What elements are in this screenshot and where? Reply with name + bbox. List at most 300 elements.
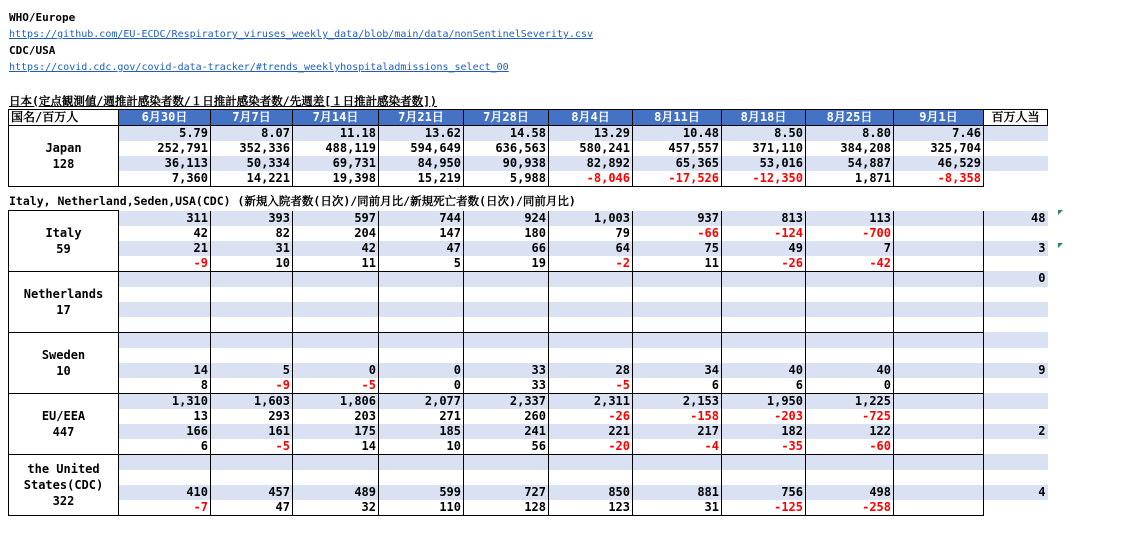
value-cell: 241: [464, 424, 549, 439]
value-cell: -7: [119, 500, 211, 516]
japan-table: [8, 109, 1048, 187]
value-cell: [119, 302, 211, 317]
per-million-cell: [984, 332, 1048, 348]
table-row: [9, 363, 1048, 378]
value-cell: -8,046: [549, 171, 633, 187]
value-cell: 69,731: [293, 156, 379, 171]
value-cell: 5,988: [464, 171, 549, 187]
value-cell: [806, 302, 894, 317]
header-row: [9, 110, 1048, 126]
per-million-cell: [984, 454, 1048, 470]
value-cell: [894, 439, 984, 455]
country-population: 10: [56, 363, 71, 378]
value-cell: 8.50: [722, 126, 806, 142]
value-cell: [379, 332, 464, 348]
value-cell: 56: [464, 439, 549, 455]
value-cell: [633, 302, 722, 317]
value-cell: 110: [379, 500, 464, 516]
per-million-cell: [984, 500, 1048, 516]
value-cell: 19: [464, 256, 549, 272]
value-cell: [894, 226, 984, 241]
country-name-cell: [9, 454, 119, 515]
per-million-cell: [984, 393, 1048, 409]
value-cell: 204: [293, 226, 379, 241]
value-cell: 371,110: [722, 141, 806, 156]
value-cell: [549, 302, 633, 317]
value-cell: 166: [119, 424, 211, 439]
value-cell: 50,334: [211, 156, 293, 171]
value-cell: [211, 454, 293, 470]
country-population: 59: [56, 241, 71, 256]
value-cell: 8: [119, 378, 211, 394]
value-cell: 11: [293, 256, 379, 272]
value-cell: 1,806: [293, 393, 379, 409]
value-cell: [894, 470, 984, 485]
value-cell: 34: [633, 363, 722, 378]
value-cell: 2,311: [549, 393, 633, 409]
country-name-cell: [9, 126, 119, 187]
value-cell: 15,219: [379, 171, 464, 187]
value-cell: 122: [806, 424, 894, 439]
table-row: [9, 302, 1048, 317]
value-cell: [293, 348, 379, 363]
value-cell: [722, 470, 806, 485]
country-name: Sweden: [41, 347, 86, 362]
value-cell: 175: [293, 424, 379, 439]
value-cell: 727: [464, 485, 549, 500]
value-cell: [211, 287, 293, 302]
date-header: 6月30日: [119, 110, 211, 126]
value-cell: 252,791: [119, 141, 211, 156]
value-cell: [379, 317, 464, 333]
value-cell: 260: [464, 409, 549, 424]
value-cell: -124: [722, 226, 806, 241]
value-cell: 42: [119, 226, 211, 241]
value-cell: [211, 302, 293, 317]
per-million-cell: 0: [984, 271, 1048, 287]
value-cell: -158: [633, 409, 722, 424]
value-cell: [894, 485, 984, 500]
value-cell: [293, 317, 379, 333]
value-cell: 33: [464, 378, 549, 394]
value-cell: 6: [119, 439, 211, 455]
value-cell: [211, 271, 293, 287]
date-header: 9月1日: [894, 110, 984, 126]
value-cell: [806, 317, 894, 333]
comment-marker-icon: [1058, 243, 1063, 248]
value-cell: [549, 271, 633, 287]
value-cell: 13: [119, 409, 211, 424]
value-cell: -9: [211, 378, 293, 394]
value-cell: 2,153: [633, 393, 722, 409]
value-cell: 53,016: [722, 156, 806, 171]
value-cell: [549, 454, 633, 470]
value-cell: 457,557: [633, 141, 722, 156]
value-cell: 924: [464, 211, 549, 226]
value-cell: [806, 332, 894, 348]
value-cell: -9: [119, 256, 211, 272]
value-cell: 5.79: [119, 126, 211, 142]
value-cell: -203: [722, 409, 806, 424]
value-cell: -12,350: [722, 171, 806, 187]
value-cell: 11.18: [293, 126, 379, 142]
value-cell: 64: [549, 241, 633, 256]
table-row: [9, 156, 1048, 171]
value-cell: 756: [722, 485, 806, 500]
table-row: [9, 171, 1048, 187]
value-cell: 7.46: [894, 126, 984, 142]
value-cell: -66: [633, 226, 722, 241]
value-cell: [894, 454, 984, 470]
date-header: 8月25日: [806, 110, 894, 126]
value-cell: [806, 348, 894, 363]
value-cell: 28: [549, 363, 633, 378]
value-cell: -5: [293, 378, 379, 394]
value-cell: [894, 211, 984, 226]
per-million-cell: 4: [984, 485, 1048, 500]
value-cell: 850: [549, 485, 633, 500]
value-cell: [549, 470, 633, 485]
per-million-cell: [984, 156, 1048, 171]
value-cell: 636,563: [464, 141, 549, 156]
who-europe-label: WHO/Europe: [9, 11, 76, 24]
value-cell: [293, 454, 379, 470]
value-cell: [722, 302, 806, 317]
value-cell: 7,360: [119, 171, 211, 187]
value-cell: 1,871: [806, 171, 894, 187]
value-cell: [549, 287, 633, 302]
value-cell: 10.48: [633, 126, 722, 142]
table-row: [9, 241, 1048, 256]
date-header: 7月7日: [211, 110, 293, 126]
per-million-cell: 48: [984, 211, 1048, 226]
value-cell: 311: [119, 211, 211, 226]
country-population: 17: [56, 302, 71, 317]
value-cell: -2: [549, 256, 633, 272]
value-cell: 79: [549, 226, 633, 241]
country-name-cell: [9, 211, 119, 272]
country-name-cell: [9, 393, 119, 454]
table-row: [9, 317, 1048, 333]
value-cell: 1,310: [119, 393, 211, 409]
value-cell: 498: [806, 485, 894, 500]
value-cell: 7: [806, 241, 894, 256]
value-cell: 937: [633, 211, 722, 226]
value-cell: 14: [119, 363, 211, 378]
value-cell: -26: [549, 409, 633, 424]
who-europe-link[interactable]: https://github.com/EU-ECDC/Respiratory_viruses_weekly_data/blob/main/data/nonSentinelSeverity.csv: [9, 29, 593, 40]
value-cell: 82: [211, 226, 293, 241]
comment-marker-icon: [1058, 210, 1063, 215]
date-header: 7月21日: [379, 110, 464, 126]
value-cell: 185: [379, 424, 464, 439]
value-cell: 19,398: [293, 171, 379, 187]
value-cell: 203: [293, 409, 379, 424]
table-row: [9, 424, 1048, 439]
value-cell: 32: [293, 500, 379, 516]
value-cell: [894, 256, 984, 272]
value-cell: [722, 287, 806, 302]
per-million-header: 百万人当: [984, 110, 1048, 126]
value-cell: [211, 317, 293, 333]
country-header: 国名/百万人: [9, 110, 119, 126]
value-cell: 813: [722, 211, 806, 226]
value-cell: 31: [211, 241, 293, 256]
value-cell: [633, 454, 722, 470]
value-cell: 14.58: [464, 126, 549, 142]
per-million-cell: [984, 287, 1048, 302]
value-cell: [722, 271, 806, 287]
per-million-cell: [984, 171, 1048, 187]
country-name: EU/EEA: [41, 408, 86, 423]
value-cell: 744: [379, 211, 464, 226]
table-row: [9, 470, 1048, 485]
value-cell: [464, 317, 549, 333]
value-cell: 123: [549, 500, 633, 516]
value-cell: [549, 317, 633, 333]
country-name: Italy: [45, 225, 82, 240]
value-cell: 13.62: [379, 126, 464, 142]
country-population: 447: [52, 424, 75, 439]
value-cell: 881: [633, 485, 722, 500]
value-cell: -26: [722, 256, 806, 272]
value-cell: [894, 393, 984, 409]
value-cell: [119, 287, 211, 302]
country-name: Japan: [45, 141, 82, 155]
value-cell: 0: [806, 378, 894, 394]
value-cell: [211, 348, 293, 363]
per-million-cell: [984, 470, 1048, 485]
table-row: [9, 271, 1048, 287]
table-row: [9, 287, 1048, 302]
value-cell: [293, 302, 379, 317]
value-cell: -60: [806, 439, 894, 455]
value-cell: 75: [633, 241, 722, 256]
table-row: [9, 485, 1048, 500]
value-cell: 47: [379, 241, 464, 256]
value-cell: [549, 348, 633, 363]
value-cell: 82,892: [549, 156, 633, 171]
value-cell: [722, 317, 806, 333]
value-cell: 128: [464, 500, 549, 516]
value-cell: 10: [379, 439, 464, 455]
value-cell: 147: [379, 226, 464, 241]
value-cell: 33: [464, 363, 549, 378]
value-cell: 14,221: [211, 171, 293, 187]
value-cell: [119, 271, 211, 287]
per-million-cell: [984, 302, 1048, 317]
value-cell: [894, 500, 984, 516]
value-cell: 488,119: [293, 141, 379, 156]
value-cell: 54,887: [806, 156, 894, 171]
value-cell: 21: [119, 241, 211, 256]
per-million-cell: 9: [984, 363, 1048, 378]
value-cell: [894, 332, 984, 348]
value-cell: 457: [211, 485, 293, 500]
per-million-cell: 2: [984, 424, 1048, 439]
value-cell: 40: [722, 363, 806, 378]
date-header: 8月11日: [633, 110, 722, 126]
value-cell: [894, 378, 984, 394]
cdc-usa-link[interactable]: https://covid.cdc.gov/covid-data-tracker/#trends_weeklyhospitaladmissions_select_00: [9, 62, 509, 73]
table-row: [9, 141, 1048, 156]
table-row: [9, 256, 1048, 272]
value-cell: [633, 271, 722, 287]
value-cell: [894, 302, 984, 317]
value-cell: 8.80: [806, 126, 894, 142]
value-cell: 36,113: [119, 156, 211, 171]
table-row: [9, 211, 1048, 226]
value-cell: 599: [379, 485, 464, 500]
value-cell: -8,358: [894, 171, 984, 187]
value-cell: [211, 470, 293, 485]
country-population: 128: [52, 157, 75, 171]
value-cell: 5: [379, 256, 464, 272]
country-name: the United States(CDC): [23, 461, 104, 492]
value-cell: [119, 454, 211, 470]
value-cell: [806, 271, 894, 287]
value-cell: [806, 470, 894, 485]
country-name-cell: [9, 271, 119, 332]
value-cell: -5: [211, 439, 293, 455]
value-cell: 8.07: [211, 126, 293, 142]
date-header: 7月14日: [293, 110, 379, 126]
value-cell: 6: [633, 378, 722, 394]
value-cell: [379, 271, 464, 287]
table-row: [9, 393, 1048, 409]
value-cell: [379, 287, 464, 302]
value-cell: 161: [211, 424, 293, 439]
value-cell: [119, 470, 211, 485]
value-cell: 0: [379, 378, 464, 394]
value-cell: -725: [806, 409, 894, 424]
value-cell: -42: [806, 256, 894, 272]
per-million-cell: [984, 226, 1048, 241]
value-cell: 410: [119, 485, 211, 500]
value-cell: 271: [379, 409, 464, 424]
value-cell: 13.29: [549, 126, 633, 142]
value-cell: 0: [293, 363, 379, 378]
value-cell: [806, 287, 894, 302]
value-cell: 217: [633, 424, 722, 439]
value-cell: -125: [722, 500, 806, 516]
international-section-title: Italy, Netherland,Seden,USA(CDC) (新規入院者数(日次)/同前月比/新規死亡者数(日次)/同前月比): [9, 194, 576, 208]
date-header: 8月18日: [722, 110, 806, 126]
value-cell: 49: [722, 241, 806, 256]
value-cell: [549, 332, 633, 348]
value-cell: 1,950: [722, 393, 806, 409]
table-row: [9, 378, 1048, 394]
value-cell: [464, 287, 549, 302]
value-cell: [894, 348, 984, 363]
value-cell: 384,208: [806, 141, 894, 156]
value-cell: 65,365: [633, 156, 722, 171]
per-million-cell: [984, 378, 1048, 394]
value-cell: -35: [722, 439, 806, 455]
value-cell: [379, 302, 464, 317]
value-cell: 113: [806, 211, 894, 226]
value-cell: [119, 332, 211, 348]
value-cell: 11: [633, 256, 722, 272]
value-cell: 42: [293, 241, 379, 256]
value-cell: -5: [549, 378, 633, 394]
value-cell: 5: [211, 363, 293, 378]
value-cell: [894, 317, 984, 333]
value-cell: [722, 454, 806, 470]
value-cell: [894, 287, 984, 302]
date-header: 7月28日: [464, 110, 549, 126]
value-cell: [722, 332, 806, 348]
value-cell: 293: [211, 409, 293, 424]
value-cell: [293, 470, 379, 485]
per-million-cell: [984, 439, 1048, 455]
value-cell: [894, 424, 984, 439]
international-table: [8, 210, 1048, 516]
japan-section-title: 日本(定点観測値/週推計感染者数/１日推計感染者数/先週差[１日推計感染者数]): [9, 94, 437, 108]
table-row: [9, 500, 1048, 516]
value-cell: [464, 302, 549, 317]
value-cell: 0: [379, 363, 464, 378]
country-population: 322: [52, 493, 75, 508]
value-cell: 182: [722, 424, 806, 439]
country-name-cell: [9, 332, 119, 393]
value-cell: [633, 348, 722, 363]
value-cell: 597: [293, 211, 379, 226]
per-million-cell: [984, 126, 1048, 142]
table-row: [9, 439, 1048, 455]
per-million-cell: [984, 256, 1048, 272]
value-cell: 393: [211, 211, 293, 226]
value-cell: 580,241: [549, 141, 633, 156]
value-cell: [464, 470, 549, 485]
value-cell: 31: [633, 500, 722, 516]
table-row: [9, 409, 1048, 424]
value-cell: [119, 317, 211, 333]
per-million-cell: [984, 409, 1048, 424]
per-million-cell: [984, 141, 1048, 156]
value-cell: [464, 271, 549, 287]
value-cell: [633, 317, 722, 333]
value-cell: [633, 287, 722, 302]
value-cell: 1,225: [806, 393, 894, 409]
value-cell: 221: [549, 424, 633, 439]
value-cell: [894, 363, 984, 378]
value-cell: 14: [293, 439, 379, 455]
value-cell: [894, 241, 984, 256]
value-cell: [464, 348, 549, 363]
per-million-cell: 3: [984, 241, 1048, 256]
value-cell: [379, 470, 464, 485]
value-cell: -4: [633, 439, 722, 455]
per-million-cell: [984, 317, 1048, 333]
value-cell: -700: [806, 226, 894, 241]
table-row: [9, 126, 1048, 142]
value-cell: [293, 332, 379, 348]
value-cell: [633, 332, 722, 348]
country-name: Netherlands: [23, 286, 104, 301]
table-row: [9, 226, 1048, 241]
value-cell: -17,526: [633, 171, 722, 187]
value-cell: 352,336: [211, 141, 293, 156]
value-cell: 10: [211, 256, 293, 272]
value-cell: 2,337: [464, 393, 549, 409]
value-cell: 47: [211, 500, 293, 516]
value-cell: 40: [806, 363, 894, 378]
value-cell: 84,950: [379, 156, 464, 171]
value-cell: 489: [293, 485, 379, 500]
value-cell: [464, 454, 549, 470]
value-cell: 180: [464, 226, 549, 241]
